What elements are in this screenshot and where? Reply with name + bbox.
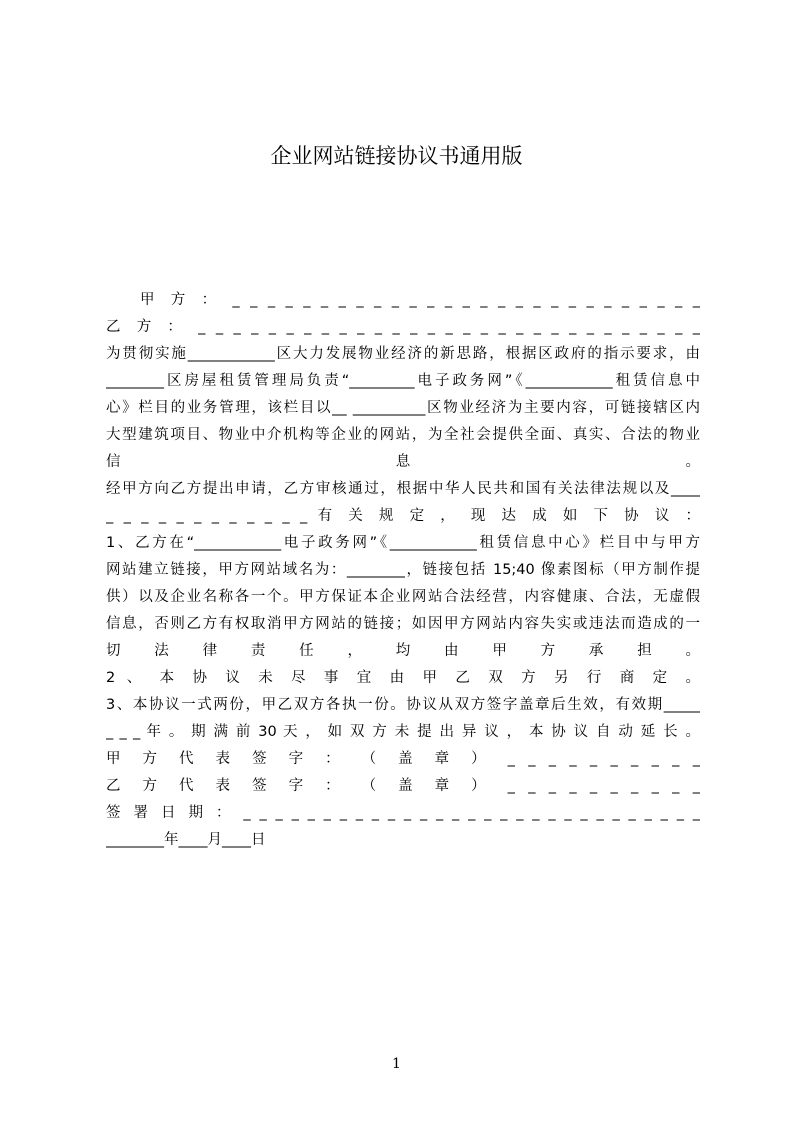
clause-1-line-5: 切 法 律 责 任 ， 均 由 甲 方 承 担 。 <box>106 643 700 659</box>
application-line-1: 经甲方向乙方提出申请，乙方审核通过，根据中华人民共和国有关法律法规以及____ <box>106 481 700 497</box>
preamble-line-3: 心》栏目的业务管理，该栏目以__ __________区物业经济为主要内容，可链接辖区内 <box>106 400 700 416</box>
party-b-line: 乙 方 ： _ _ _ _ _ _ _ _ _ _ _ _ _ _ _ _ _ _ _ _ _ _ _ _ _ _ _ _ _ <box>106 319 700 335</box>
date-fill-line: ________年____月____日 <box>106 832 266 848</box>
preamble-line-2: ________区房屋租赁管理局负责“_________电子政务网”《____________租赁信息中 <box>106 373 700 389</box>
party-a-signature-line: 甲 方 代 表 签 字 ： （ 盖 章 ） _ _ _ _ _ _ _ _ _ _ <box>106 751 700 767</box>
clause-1-line-1: 1、乙方在“____________电子政务网”《____________租赁信息中心》栏目中与甲方 <box>106 535 700 551</box>
preamble-line-1: 为贯彻实施____________区大力发展物业经济的新思路，根据区政府的指示要求，由 <box>106 346 700 362</box>
page-number: 1 <box>392 1056 401 1072</box>
document-title: 企业网站链接协议书通用版 <box>270 144 523 168</box>
party-a-line: 甲 方 ： _ _ _ _ _ _ _ _ _ _ _ _ _ _ _ _ _ _ _ _ _ _ _ _ _ _ _ <box>140 292 700 308</box>
clause-2-line: 2 、 本 协 议 未 尽 事 宜 由 甲 乙 双 方 另 行 商 定 。 <box>106 670 700 686</box>
agreement-body <box>106 287 700 854</box>
clause-1-line-4: 信息，否则乙方有权取消甲方网站的链接；如因甲方网站内容失实或违法而造成的一 <box>106 616 700 632</box>
signing-date-line: 签 署 日 期 ： _ _ _ _ _ _ _ _ _ _ _ _ _ _ _ _ _ _ _ _ _ _ _ _ _ _ _ _ _ <box>106 805 700 821</box>
party-b-signature-line: 乙 方 代 表 签 字 ： （ 盖 章 ） _ _ _ _ _ _ _ _ _ _ <box>106 778 700 794</box>
preamble-line-4: 大型建筑项目、物业中介机构等企业的网站，为全社会提供全面、真实、合法的物业 <box>106 427 700 443</box>
clause-3-line-1: 3、本协议一式两份，甲乙双方各执一份。协议从双方签字盖章后生效，有效期_____ <box>106 697 700 713</box>
clause-1-line-2: 网站建立链接，甲方网站域名为：________，链接包括 15;40 像素图标（甲方制作提 <box>106 562 700 578</box>
clause-1-line-3: 供）以及企业名称各一个。甲方保证本企业网站合法经营，内容健康、合法，无虚假 <box>106 589 700 605</box>
clause-3-line-2: _ _ _ 年 。 期 满 前 30 天 ， 如 双 方 未 提 出 异 议 ， 本 协 议 自 动 延 长 。 <box>106 724 700 740</box>
application-line-2: _ _ _ _ _ _ _ _ _ _ _ _ 有 关 规 定 ， 现 达 成 如 下 协 议 ： <box>106 508 700 524</box>
preamble-line-5: 信 息 。 <box>106 454 700 470</box>
